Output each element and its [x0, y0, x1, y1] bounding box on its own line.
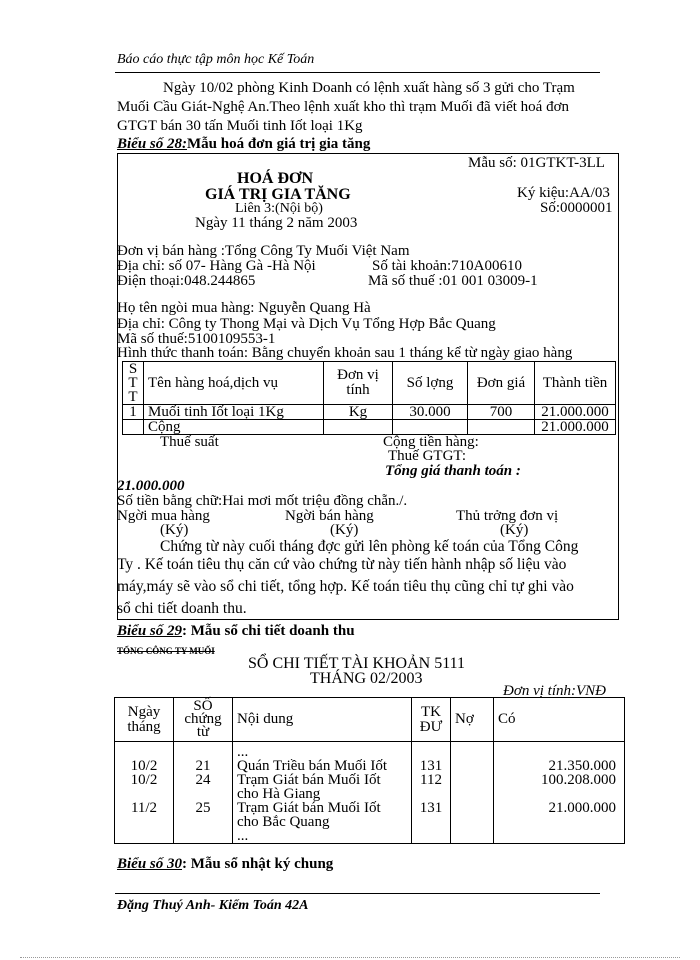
buyer-name: Họ tên ngòi mua hàng: Nguyễn Quang Hà	[117, 300, 371, 316]
ledger-accounts-column	[412, 742, 451, 844]
grand-total-value: 21.000.000	[117, 478, 185, 494]
header-unit-price: Đơn giá	[468, 362, 535, 405]
invoice-items-table	[122, 361, 616, 435]
seller-address: Địa chỉ: số 07- Hàng Gà -Hà Nội	[117, 258, 316, 274]
seller-tax-code: Mã số thuế :01 001 03009-1	[368, 273, 538, 289]
ledger-docs-column	[174, 742, 233, 844]
intro-line-1: Ngày 10/02 phòng Kinh Doanh có lệnh xuất hàng số 3 gửi cho Trạm	[163, 80, 575, 96]
ledger-row-2-date: 10/2	[130, 772, 158, 788]
row-item-name: Muối tinh Iốt loại 1Kg	[144, 405, 324, 420]
invoice-date: Ngày 11 tháng 2 năm 2003	[195, 215, 358, 231]
ledger-row-2-content-2: cho Hà Giang	[237, 786, 321, 802]
amount-in-words: Số tiền bằng chữ:Hai mơi mốt triệu đồng chẵn./.	[117, 493, 408, 509]
sum-empty-unit	[324, 420, 393, 435]
seller-account: Số tài khoản:710A00610	[372, 258, 522, 274]
ledger-content-column	[233, 742, 412, 844]
ledger-row-1-account: 131	[419, 758, 443, 774]
signature-buyer: Ngời mua hàng	[117, 508, 210, 524]
ledger-ellipsis-bottom: ...	[237, 828, 249, 844]
invoice-number: Số:0000001	[540, 200, 613, 216]
payment-method: Hình thức thanh toán: Bằng chuyển khoản sau 1 tháng kể từ ngày giao hàng	[117, 345, 573, 361]
buyer-tax-code: Mã số thuế:5100109553-1	[117, 331, 276, 347]
signature-head: Thủ trởng đơn vị	[456, 508, 559, 524]
seller-name: Đơn vị bán hàng :Tổng Công Ty Muối Việt Nam	[117, 243, 410, 259]
ledger-header-account: TK ĐƯ	[412, 698, 451, 742]
ledger-row-2-content: Trạm Giát bán Muối Iốt	[237, 772, 381, 788]
ledger-title: SỔ CHI TIẾT TÀI KHOẢN 5111	[248, 655, 466, 672]
ledger-row-1-doc: 21	[195, 758, 211, 774]
ledger-unit: Đơn vị tính:VNĐ	[503, 683, 606, 699]
ledger-table	[114, 697, 625, 844]
invoice-copy: Liên 3:(Nội bộ)	[235, 201, 323, 216]
ledger-row-2-credit: 100.208.000	[541, 772, 616, 788]
ledger-row-3-doc: 25	[195, 800, 211, 816]
ledger-month: THÁNG 02/2003	[310, 670, 423, 687]
invoice-title-1: HOÁ ĐƠN	[237, 170, 313, 187]
row-stt: 1	[123, 405, 144, 420]
ledger-row-3-credit: 21.000.000	[548, 800, 616, 816]
table-sum-row	[123, 420, 616, 435]
ledger-row-1-date: 10/2	[130, 758, 158, 774]
header-stt: S T T	[123, 362, 144, 405]
goods-total-label: Cộng tiền hàng:	[383, 434, 479, 450]
ledger-header-date: Ngày tháng	[115, 698, 174, 742]
ledger-credit-column	[494, 742, 625, 844]
bieu-29-heading	[117, 623, 355, 640]
seller-phone: Điện thoại:048.244865	[117, 273, 256, 289]
ledger-row-1-credit: 21.350.000	[548, 758, 616, 774]
note-line-3: máy,máy sẽ vào sổ chi tiết, tổng hợp. Kế toán tiêu thụ cũng chỉ tự ghi vào	[117, 578, 574, 595]
ledger-row-2-doc: 24	[195, 772, 211, 788]
bieu-29-title: : Mẫu sổ chi tiết doanh thu	[182, 623, 355, 639]
invoice-title-2: GIÁ TRỊ GIA TĂNG	[205, 186, 351, 203]
table-row	[123, 405, 616, 420]
ledger-row-3-account: 131	[419, 800, 443, 816]
bieu-28-title: Mẫu hoá đơn giá trị gia tăng	[187, 136, 371, 152]
note-line-1: Chứng từ này cuối tháng đợc gửi lên phòng kế toán của Tổng Công	[160, 538, 579, 555]
row-unit-price: 700	[468, 405, 535, 420]
header-divider	[115, 72, 600, 73]
note-line-4: sổ chi tiết doanh thu.	[117, 600, 247, 617]
invoice-table-header	[123, 362, 616, 405]
ledger-dates-column	[115, 742, 174, 844]
ledger-header-row	[115, 698, 625, 742]
bieu-29-label: Biểu số 29	[117, 623, 183, 639]
ledger-company: TỔNG CÔNG TY MUỐI	[117, 646, 215, 656]
signature-head-note: (Ký)	[500, 522, 529, 538]
ledger-row-3-date: 11/2	[130, 800, 158, 816]
grand-total-label: Tổng giá thanh toán :	[385, 463, 521, 479]
page-footer: Đặng Thuý Anh- Kiểm Toán 42A	[117, 898, 309, 913]
ledger-row-2-account: 112	[420, 772, 442, 788]
sum-empty-price	[468, 420, 535, 435]
buyer-address: Địa chỉ: Công ty Thong Mại và Dịch Vụ Tổng Hợp Bắc Quang	[117, 316, 496, 332]
ledger-header-debit: Nợ	[451, 698, 494, 742]
ledger-row-1-content: Quán Triều bán Muối Iốt	[237, 758, 387, 774]
row-amount: 21.000.000	[535, 405, 616, 420]
ledger-row-3-content: Trạm Giát bán Muối Iốt	[237, 800, 381, 816]
bieu-28-label: Biểu số 28:	[117, 136, 188, 152]
header-amount: Thành tiền	[535, 362, 616, 405]
ledger-ellipsis-top: ...	[237, 744, 249, 760]
header-unit: Đơn vị tính	[324, 362, 393, 405]
sum-empty	[123, 420, 144, 435]
invoice-form-no: Mẫu số: 01GTKT-3LL	[468, 155, 605, 171]
ledger-header-credit: Có	[494, 698, 625, 742]
sum-amount: 21.000.000	[535, 420, 616, 435]
tax-rate-label: Thuế suất	[160, 434, 219, 450]
row-quantity: 30.000	[393, 405, 468, 420]
intro-line-3: GTGT bán 30 tấn Muối tinh Iốt loại 1Kg	[117, 118, 363, 134]
signature-seller-note: (Ký)	[330, 522, 359, 538]
bieu-28-heading	[117, 136, 370, 153]
vat-label: Thuế GTGT:	[388, 448, 466, 464]
page-header: Báo cáo thực tập môn học Kế Toán	[117, 52, 315, 67]
sum-empty-qty	[393, 420, 468, 435]
footer-divider	[115, 893, 600, 894]
header-item-name: Tên hàng hoá,dịch vụ	[144, 362, 324, 405]
page-break-line	[20, 957, 680, 958]
signature-buyer-note: (Ký)	[160, 522, 189, 538]
sum-label: Cộng	[144, 420, 324, 435]
note-line-2: Ty . Kế toán tiêu thụ căn cứ vào chứng từ này tiến hành nhập số liệu vào	[117, 556, 567, 573]
ledger-body-row	[115, 742, 625, 844]
intro-line-2: Muối Cầu Giát-Nghệ An.Theo lệnh xuất kho thì trạm Muối đã viết hoá đơn	[117, 99, 570, 115]
invoice-symbol: Ký kiệu:AA/03	[517, 185, 610, 201]
ledger-header-doc: SỐ chứng từ	[174, 698, 233, 742]
row-unit: Kg	[324, 405, 393, 420]
bieu-30-heading	[117, 856, 333, 873]
bieu-30-title: : Mẫu sổ nhật ký chung	[182, 856, 334, 872]
ledger-row-3-content-2: cho Bắc Quang	[237, 814, 330, 830]
ledger-debit-column	[451, 742, 494, 844]
bieu-30-label: Biểu số 30	[117, 856, 183, 872]
ledger-header-content: Nội dung	[233, 698, 412, 742]
signature-seller: Ngời bán hàng	[285, 508, 374, 524]
header-quantity: Số lợng	[393, 362, 468, 405]
